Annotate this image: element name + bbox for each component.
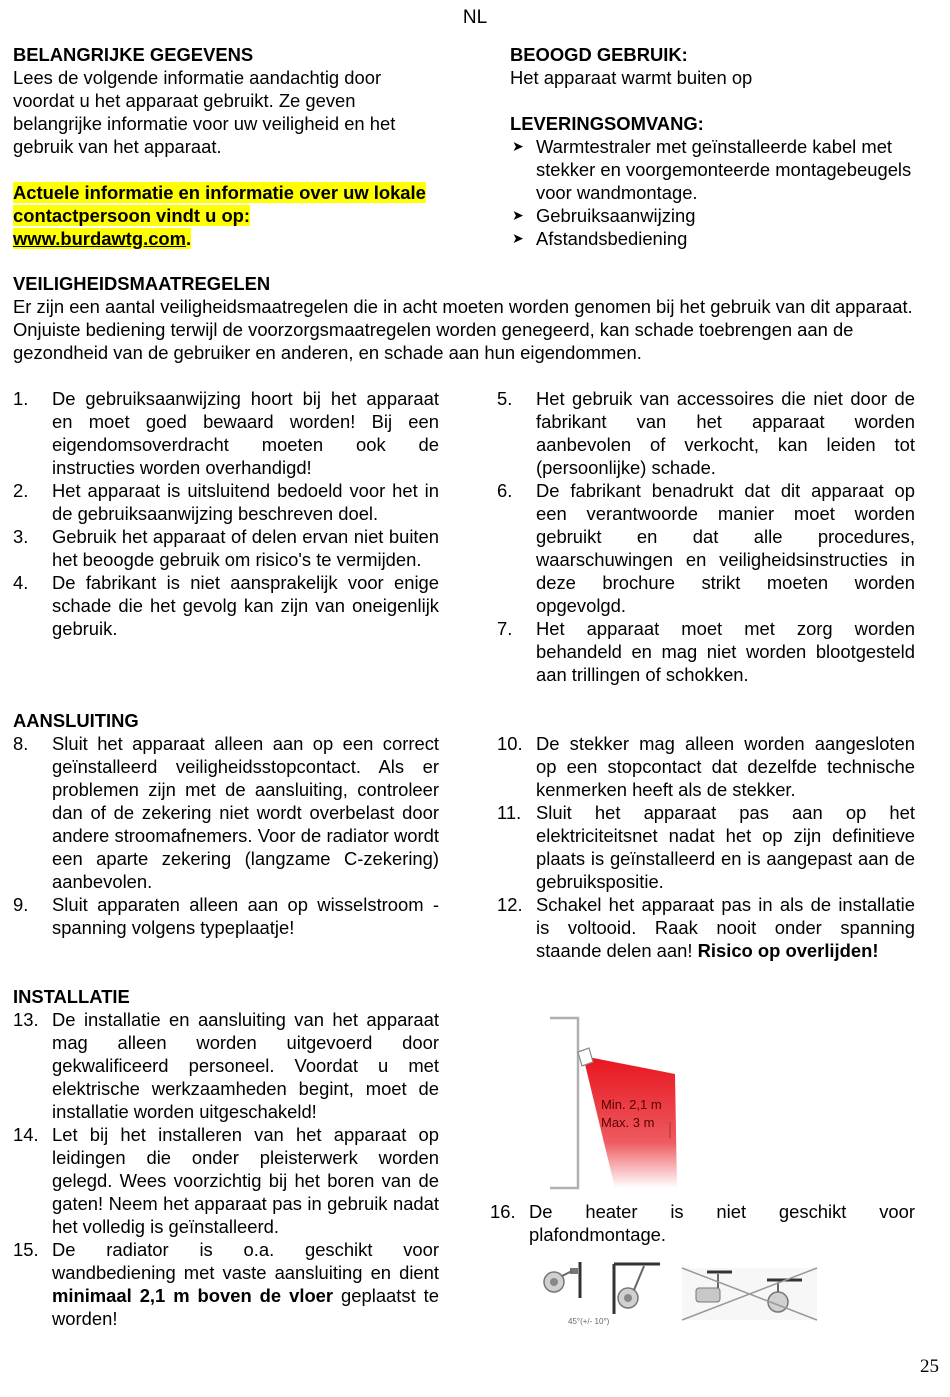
arrow-bullet-icon: ➤	[512, 138, 524, 154]
page-number: 25	[920, 1356, 939, 1377]
website-link[interactable]: www.burdawtg.com	[13, 228, 187, 249]
important-title: BELANGRIJKE GEGEVENS	[13, 44, 254, 65]
list-item: 8. Sluit het apparaat alleen aan op een correct geïnstalleerd veiligheidsstopcontact. Als er problemen zijn met de aansluiting, controleer dan of de zekering niet wordt overbelast door andere stroomafnemers. Voor de radiator wordt een aparte zekering (langzame C-zekering) aanbevolen.	[13, 733, 439, 892]
list-item: 3. Gebruik het apparaat of delen ervan niet buiten het beoogde gebruik om risico's te vermijden.	[13, 526, 439, 570]
important-highlight: Actuele informatie en informatie over uw lokale contactpersoon vindt u op:	[13, 182, 426, 226]
connection-title: AANSLUITING	[13, 710, 139, 731]
safety-list-left	[13, 387, 439, 640]
list-item: 11. Sluit het apparaat pas aan op het elektriciteitsnet nadat het op zijn definitieve plaats is geïnstalleerd en is aangepast aan de gebruikspositie.	[497, 802, 915, 892]
wall-mount-figure	[545, 1010, 680, 1190]
list-item: 7. Het apparaat moet met zorg worden behandeld en mag niet worden blootgesteld aan trillingen of schokken.	[497, 618, 915, 685]
wall-mount-ok-icon	[544, 1262, 580, 1298]
heater-icon	[578, 1048, 593, 1066]
intended-use-body: Het apparaat warmt buiten op	[510, 67, 753, 88]
intended-use-section	[510, 43, 930, 250]
connection-list-right	[497, 732, 915, 962]
arrow-bullet-icon: ➤	[512, 230, 524, 246]
important-body: Lees de volgende informatie aandachtig door voordat u het apparaat gebruikt. Ze geven belangrijke informatie voor uw veiligheid en het gebruik van het apparaat.	[13, 67, 396, 157]
important-section	[13, 43, 439, 250]
list-item: 6. De fabrikant benadrukt dat dit apparaat op een verantwoorde manier moet worden gebruikt en dat alle procedures, waarschuwingen en veiligheidsinstructies in deze brochure strikt moeten worden opgevolgd.	[497, 480, 915, 616]
intended-use-title: BEOOGD GEBRUIK:	[510, 44, 688, 65]
death-risk-warning: Risico op overlijden!	[697, 940, 879, 961]
list-item: 10. De stekker mag alleen worden aangesloten op een stopcontact dat dezelfde technische kenmerken heeft als de stekker.	[497, 733, 915, 800]
list-item: 13. De installatie en aansluiting van het apparaat mag alleen worden uitgevoerd door gekwalificeerd personeel. Voordat u met elektrische werkzaamheden begint, moet de installatie worden uitgeschakeld!	[13, 1009, 439, 1122]
safety-title: VEILIGHEIDSMAATREGELEN	[13, 273, 271, 294]
angle-label: 45°(+/- 10°)	[568, 1317, 610, 1326]
installation-title: INSTALLATIE	[13, 986, 130, 1007]
safety-section	[13, 272, 913, 364]
delivery-title: LEVERINGSOMVANG:	[510, 113, 704, 134]
list-item: 4. De fabrikant is niet aansprakelijk voor enige schade die het gevolg kan zijn van oneigenlijk gebruik.	[13, 572, 439, 639]
link-suffix: .	[186, 228, 192, 249]
connection-section	[13, 709, 439, 939]
list-item: ➤ Warmtestraler met geïnstalleerde kabel met stekker en voorgemonteerde montagebeugels voor wandmontage.	[512, 136, 912, 203]
delivery-list	[510, 135, 930, 250]
wall-outline	[550, 1018, 578, 1188]
list-item: 15. De radiator is o.a. geschikt voor wandbediening met vaste aansluiting en dient minimaal 2,1 m boven de vloer geplaatst te worden!	[13, 1239, 439, 1329]
language-code: NL	[462, 7, 488, 28]
installation-list-right	[490, 1200, 915, 1246]
connection-list-left	[13, 732, 439, 939]
safety-list-right	[497, 387, 915, 686]
ceiling-mount-not-allowed-icon	[682, 1268, 817, 1320]
mounting-angles-figure	[532, 1258, 822, 1330]
safety-body: Er zijn een aantal veiligheidsmaatregelen die in acht moeten worden genomen bij het gebruik van dit apparaat. Onjuiste bediening terwijl de voorzorgsmaatregelen worden genegeerd, kan schade toebrengen aan de gezondheid van de gebruiker en anderen, en schade aan hun eigendommen.	[13, 296, 913, 363]
list-item: 14. Let bij het installeren van het apparaat op leidingen die onder pleisterwerk worden gelegd. Wees voorzichtig bij het boren van de gaten! Neem het apparaat pas in gebruik nadat het volledig is geïnstalleerd.	[13, 1124, 439, 1237]
angled-mount-ok-icon	[614, 1264, 660, 1314]
min-height-label: Min. 2,1 m	[601, 1097, 662, 1112]
list-item: 2. Het apparaat is uitsluitend bedoeld voor het in de gebruiksaanwijzing beschreven doel.	[13, 480, 439, 524]
list-item: ➤ Afstandsbediening	[512, 228, 688, 249]
list-item: 9. Sluit apparaten alleen aan op wisselstroom - spanning volgens typeplaatje!	[13, 894, 439, 938]
list-item: 1. De gebruiksaanwijzing hoort bij het apparaat en moet goed bewaard worden! Bij een eigendomsoverdracht moeten ook de instructies worden overhandigd!	[13, 388, 439, 478]
installation-section	[13, 985, 439, 1330]
list-item: ➤ Gebruiksaanwijzing	[512, 205, 696, 226]
list-item: 5. Het gebruik van accessoires die niet door de fabrikant van het apparaat worden aanbevolen of verkocht, kan leiden tot (persoonlijke) schade.	[497, 388, 915, 478]
max-height-label: Max. 3 m	[601, 1115, 655, 1130]
installation-list-left	[13, 1008, 439, 1330]
list-item: 12. Schakel het apparaat pas in als de installatie is voltooid. Raak nooit onder spanning staande delen aan! Risico op overlijden!	[497, 894, 915, 961]
arrow-bullet-icon: ➤	[512, 207, 524, 223]
list-item: 16. De heater is niet geschikt voor plafondmontage.	[490, 1201, 915, 1245]
min-height-note: minimaal 2,1 m boven de vloer	[52, 1285, 334, 1306]
